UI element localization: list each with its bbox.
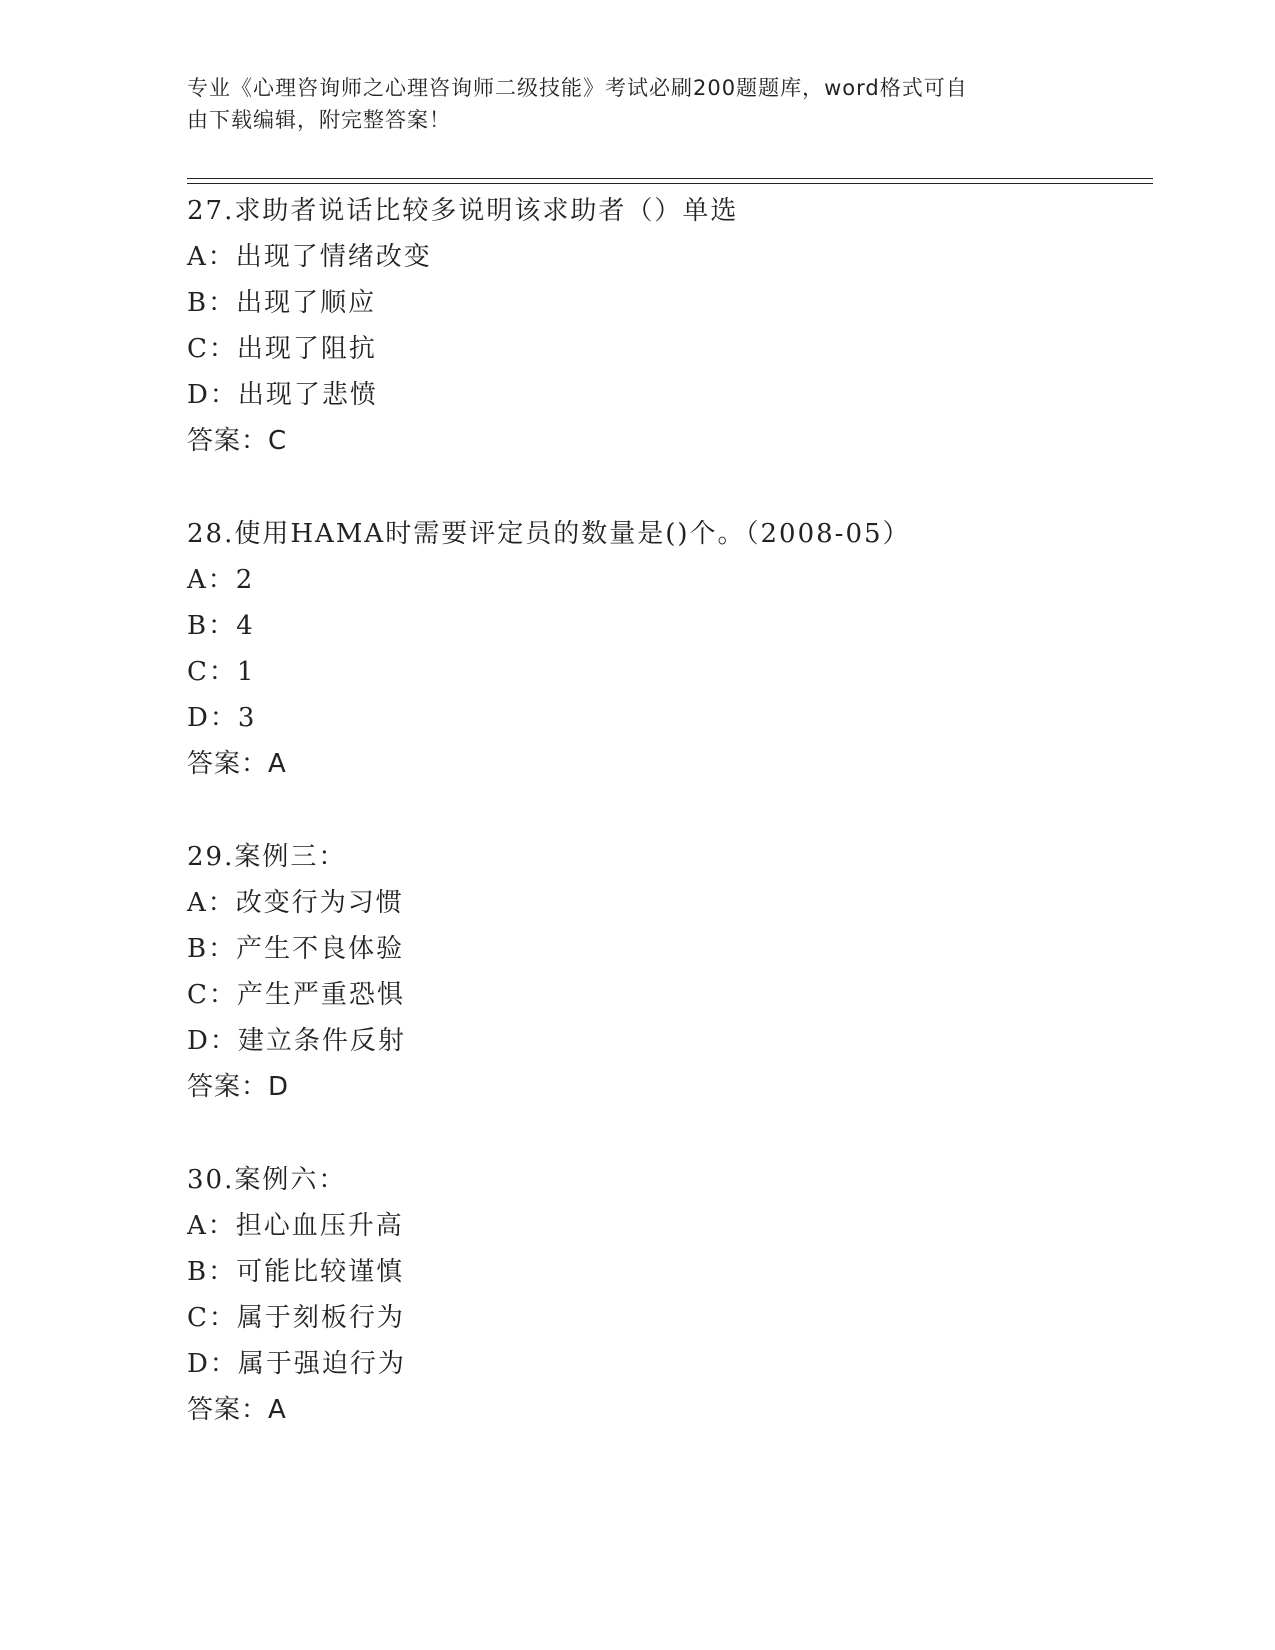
option-b: B：产生不良体验 xyxy=(187,934,405,964)
header-line-2: 由下载编辑，附完整答案！ xyxy=(187,108,451,132)
option-b: B：4 xyxy=(187,611,255,641)
option-b: B：出现了顺应 xyxy=(187,288,377,318)
question-stem: 30.案例六： xyxy=(187,1165,347,1195)
header-divider-bottom xyxy=(187,183,1153,184)
option-a: A：2 xyxy=(187,565,255,595)
header-line-1: 专业《心理咨询师之心理咨询师二级技能》考试必刷200题题库，word格式可自 xyxy=(187,76,968,100)
document-header xyxy=(187,72,1067,136)
option-a: A：担心血压升高 xyxy=(187,1211,404,1241)
option-d: D：建立条件反射 xyxy=(187,1026,406,1056)
option-c: C：属于刻板行为 xyxy=(187,1303,405,1333)
option-a: A：出现了情绪改变 xyxy=(187,242,432,272)
option-c: C：出现了阻抗 xyxy=(187,334,377,364)
question-stem: 27.求助者说话比较多说明该求助者（）单选 xyxy=(187,196,739,226)
header-divider-top xyxy=(187,178,1153,179)
question-item xyxy=(187,188,1147,464)
answer-line: 答案：D xyxy=(187,1072,290,1102)
option-d: D：出现了悲愤 xyxy=(187,380,378,410)
question-stem: 28.使用HAMA时需要评定员的数量是()个。（2008-05） xyxy=(187,519,911,549)
answer-line: 答案：A xyxy=(187,1395,287,1425)
option-d: D：属于强迫行为 xyxy=(187,1349,406,1379)
answer-line: 答案：A xyxy=(187,749,287,779)
option-b: B：可能比较谨慎 xyxy=(187,1257,405,1287)
option-d: D：3 xyxy=(187,703,257,733)
question-list xyxy=(187,188,1147,1480)
question-item xyxy=(187,834,1147,1110)
question-item xyxy=(187,1157,1147,1433)
option-c: C：产生严重恐惧 xyxy=(187,980,405,1010)
question-item xyxy=(187,511,1147,787)
question-stem: 29.案例三： xyxy=(187,842,347,872)
option-c: C：1 xyxy=(187,657,256,687)
option-a: A：改变行为习惯 xyxy=(187,888,404,918)
answer-line: 答案：C xyxy=(187,426,288,456)
